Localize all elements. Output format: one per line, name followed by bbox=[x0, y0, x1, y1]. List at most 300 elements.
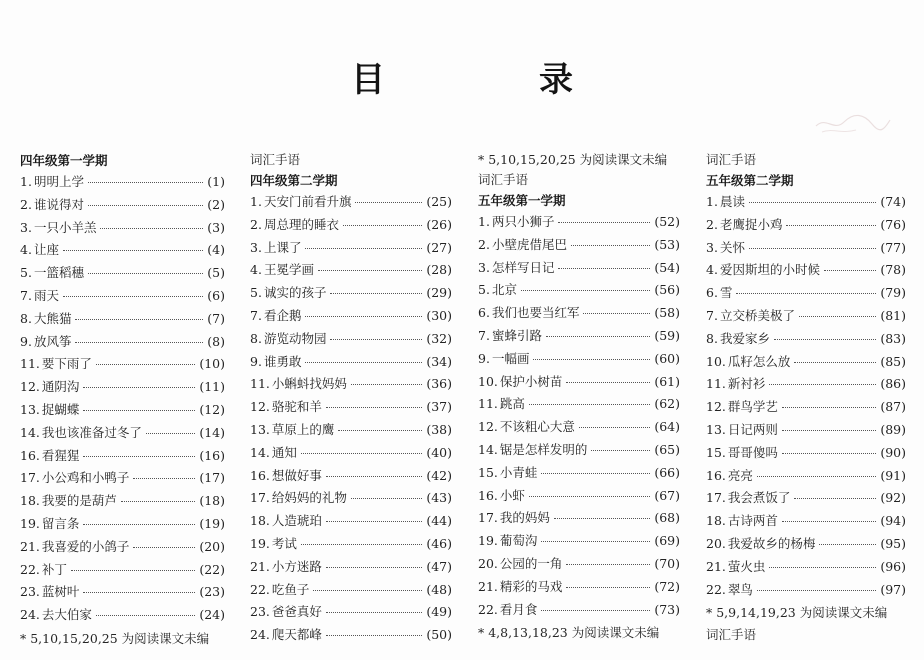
toc-entry bbox=[250, 192, 452, 215]
entry-title: 考试 bbox=[271, 535, 297, 551]
entry-title: 小青蛙 bbox=[499, 464, 538, 480]
entry-page-number: (7) bbox=[207, 310, 225, 326]
entry-title: 公园的一角 bbox=[499, 555, 563, 571]
dot-leader bbox=[533, 359, 650, 360]
dot-leader bbox=[351, 498, 422, 499]
dot-leader bbox=[83, 524, 195, 525]
entry-number: 3. bbox=[478, 259, 490, 275]
toc-entry bbox=[20, 423, 225, 446]
entry-page-number: (26) bbox=[426, 216, 452, 232]
entry-title: 王冕学画 bbox=[263, 262, 314, 278]
dot-leader bbox=[554, 518, 650, 519]
dot-leader bbox=[749, 248, 876, 249]
entry-number: 10. bbox=[706, 353, 726, 369]
entry-page-number: (34) bbox=[426, 353, 452, 369]
entry-number: 9. bbox=[478, 350, 490, 366]
entry-page-number: (19) bbox=[199, 515, 225, 531]
toc-entry bbox=[20, 172, 225, 195]
entry-page-number: (73) bbox=[654, 601, 680, 617]
toc-entry bbox=[20, 332, 225, 355]
entry-page-number: (74) bbox=[880, 194, 906, 209]
entry-title: 晨读 bbox=[719, 194, 745, 209]
entry-page-number: (16) bbox=[199, 447, 225, 463]
entry-page-number: (4) bbox=[207, 242, 225, 258]
toc-entry bbox=[478, 440, 680, 463]
dot-leader bbox=[133, 547, 195, 548]
vocabulary-sign-note: 词汇手语 bbox=[250, 152, 301, 167]
dot-leader bbox=[824, 270, 876, 271]
dot-leader bbox=[83, 410, 195, 411]
entry-number: 8. bbox=[706, 330, 718, 346]
entry-number: 5. bbox=[478, 282, 490, 298]
dot-leader bbox=[326, 407, 422, 408]
toc-entry bbox=[20, 400, 225, 423]
dot-leader bbox=[133, 478, 195, 479]
toc-entry bbox=[706, 580, 906, 603]
entry-title: 我们也要当红军 bbox=[491, 305, 580, 321]
toc-entry bbox=[20, 240, 225, 263]
reading-note: * 5,9,14,19,23 为阅读课文未编 bbox=[706, 605, 888, 621]
entry-title: 立交桥美极了 bbox=[719, 307, 795, 323]
toc-entry bbox=[250, 534, 452, 557]
toc-entry bbox=[250, 580, 452, 603]
entry-number: 16. bbox=[478, 487, 498, 503]
toc-entry bbox=[706, 557, 906, 580]
entry-number: 16. bbox=[706, 467, 726, 483]
entry-title: 我要的是葫芦 bbox=[41, 493, 117, 509]
toc-entry bbox=[478, 303, 680, 326]
entry-page-number: (50) bbox=[426, 627, 452, 643]
dot-leader bbox=[313, 590, 422, 591]
dot-leader bbox=[63, 250, 203, 251]
dot-leader bbox=[305, 316, 422, 317]
toc-entry bbox=[478, 372, 680, 395]
entry-number: 2. bbox=[20, 196, 32, 212]
toc-entry bbox=[706, 260, 906, 283]
dot-leader bbox=[301, 544, 422, 545]
dot-leader bbox=[88, 273, 203, 274]
toc-entry bbox=[706, 534, 906, 557]
entry-title: 我爱家乡 bbox=[719, 330, 770, 346]
toc-entry bbox=[20, 560, 225, 583]
entry-number: 16. bbox=[250, 467, 270, 483]
toc-entry bbox=[250, 374, 452, 397]
toc-entry bbox=[20, 286, 225, 309]
entry-page-number: (79) bbox=[880, 285, 906, 301]
entry-page-number: (12) bbox=[199, 401, 225, 417]
entry-page-number: (17) bbox=[199, 470, 225, 486]
toc-entry bbox=[478, 349, 680, 372]
toc-entry bbox=[250, 625, 452, 648]
dot-leader bbox=[558, 268, 650, 269]
toc-entry bbox=[478, 508, 680, 531]
toc-entry bbox=[478, 280, 680, 303]
dot-leader bbox=[571, 245, 650, 246]
entry-page-number: (85) bbox=[880, 353, 906, 369]
entry-title: 爱因斯坦的小时候 bbox=[719, 262, 820, 278]
entry-title: 翠鸟 bbox=[727, 581, 753, 597]
toc-entry bbox=[706, 329, 906, 352]
entry-number: 18. bbox=[706, 513, 726, 529]
dot-leader bbox=[63, 296, 203, 297]
toc-entry bbox=[250, 238, 452, 261]
toc-entry bbox=[20, 468, 225, 491]
entry-page-number: (97) bbox=[880, 581, 906, 597]
dot-leader bbox=[71, 570, 195, 571]
toc-entry bbox=[706, 443, 906, 466]
entry-page-number: (3) bbox=[207, 219, 225, 235]
entry-number: 9. bbox=[20, 333, 32, 349]
dot-leader bbox=[782, 430, 876, 431]
entry-page-number: (52) bbox=[654, 214, 680, 229]
toc-entry bbox=[20, 582, 225, 605]
dot-leader bbox=[330, 339, 422, 340]
toc-entry bbox=[706, 238, 906, 261]
entry-number: 5. bbox=[20, 265, 32, 281]
entry-title: 上课了 bbox=[263, 239, 302, 255]
entry-title: 大熊猫 bbox=[33, 310, 72, 326]
entry-title: 去大伯家 bbox=[41, 607, 92, 623]
dot-leader bbox=[558, 222, 650, 223]
dot-leader bbox=[782, 453, 876, 454]
entry-title: 通知 bbox=[271, 444, 297, 460]
dot-leader bbox=[541, 541, 650, 542]
entry-title: 关怀 bbox=[719, 239, 745, 255]
entry-number: 11. bbox=[706, 376, 726, 392]
toc-entry bbox=[250, 215, 452, 238]
entry-page-number: (46) bbox=[426, 535, 452, 551]
entry-number: 14. bbox=[250, 444, 270, 460]
dot-leader bbox=[546, 336, 650, 337]
entry-page-number: (10) bbox=[199, 356, 225, 372]
entry-number: 2. bbox=[250, 216, 262, 232]
entry-page-number: (11) bbox=[199, 379, 225, 395]
dot-leader bbox=[782, 407, 876, 408]
entry-page-number: (47) bbox=[426, 558, 452, 574]
entry-number: 2. bbox=[478, 236, 490, 252]
dot-leader bbox=[88, 182, 203, 183]
dot-leader bbox=[338, 430, 422, 431]
dot-leader bbox=[88, 205, 203, 206]
entry-title: 两只小狮子 bbox=[491, 214, 555, 229]
entry-number: 18. bbox=[250, 513, 270, 529]
dot-leader bbox=[83, 456, 195, 457]
toc-entry bbox=[706, 397, 906, 420]
entry-number: 23. bbox=[250, 604, 270, 620]
entry-title: 跳高 bbox=[499, 396, 525, 412]
entry-number: 11. bbox=[250, 376, 270, 392]
entry-title: 留言条 bbox=[41, 515, 80, 531]
entry-title: 哥哥傻吗 bbox=[727, 444, 778, 460]
entry-page-number: (61) bbox=[654, 373, 680, 389]
toc-column-2 bbox=[250, 150, 452, 648]
entry-title: 北京 bbox=[491, 282, 517, 298]
toc-entry bbox=[250, 260, 452, 283]
reading-note: * 4,8,13,18,23 为阅读课文未编 bbox=[478, 625, 660, 641]
entry-title: 明明上学 bbox=[33, 174, 84, 189]
entry-title: 雨天 bbox=[33, 287, 59, 303]
entry-title: 怎样写日记 bbox=[491, 259, 555, 275]
toc-entry bbox=[478, 577, 680, 600]
entry-number: 3. bbox=[706, 239, 718, 255]
entry-title: 吃鱼子 bbox=[271, 581, 310, 597]
dot-leader bbox=[305, 362, 422, 363]
toc-entry bbox=[20, 195, 225, 218]
entry-list bbox=[20, 172, 225, 628]
entry-number: 12. bbox=[20, 379, 40, 395]
entry-number: 20. bbox=[706, 535, 726, 551]
entry-page-number: (14) bbox=[199, 424, 225, 440]
entry-title: 爬天都峰 bbox=[271, 627, 322, 643]
entry-page-number: (69) bbox=[654, 533, 680, 549]
semester-heading: 五年级第一学期 bbox=[478, 193, 566, 208]
toc-entry bbox=[250, 283, 452, 306]
entry-title: 小蝌蚪找妈妈 bbox=[271, 376, 347, 392]
entry-title: 给妈妈的礼物 bbox=[271, 490, 347, 506]
dot-leader bbox=[83, 592, 195, 593]
entry-page-number: (67) bbox=[654, 487, 680, 503]
entry-number: 21. bbox=[20, 538, 40, 554]
entry-page-number: (53) bbox=[654, 236, 680, 252]
dot-leader bbox=[305, 248, 422, 249]
entry-title: 不该粗心大意 bbox=[499, 419, 575, 435]
entry-number: 24. bbox=[250, 627, 270, 643]
dot-leader bbox=[521, 290, 650, 291]
entry-page-number: (40) bbox=[426, 444, 452, 460]
entry-number: 13. bbox=[706, 421, 726, 437]
dot-leader bbox=[566, 587, 650, 588]
entry-list bbox=[250, 192, 452, 648]
entry-title: 要下雨了 bbox=[41, 356, 92, 372]
dot-leader bbox=[121, 501, 195, 502]
entry-number: 17. bbox=[250, 490, 270, 506]
toc-entry bbox=[706, 488, 906, 511]
entry-page-number: (68) bbox=[654, 510, 680, 526]
entry-title: 诚实的孩子 bbox=[263, 285, 327, 301]
entry-number: 20. bbox=[478, 555, 498, 571]
entry-number: 7. bbox=[250, 307, 262, 323]
entry-title: 谁说得对 bbox=[33, 196, 84, 212]
entry-page-number: (44) bbox=[426, 513, 452, 529]
entry-title: 精彩的马戏 bbox=[499, 578, 563, 594]
toc-entry bbox=[478, 258, 680, 281]
entry-number: 21. bbox=[478, 578, 498, 594]
entry-page-number: (91) bbox=[880, 467, 906, 483]
entry-number: 4. bbox=[20, 242, 32, 258]
entry-page-number: (96) bbox=[880, 558, 906, 574]
dot-leader bbox=[794, 362, 876, 363]
entry-number: 15. bbox=[706, 444, 726, 460]
dot-leader bbox=[541, 610, 650, 611]
page-title: 目 录 bbox=[351, 60, 633, 100]
entry-number: 11. bbox=[20, 356, 40, 372]
entry-page-number: (5) bbox=[207, 265, 225, 281]
entry-title: 人造琥珀 bbox=[271, 513, 322, 529]
entry-page-number: (81) bbox=[880, 307, 906, 323]
dot-leader bbox=[96, 364, 195, 365]
entry-number: 4. bbox=[250, 262, 262, 278]
entry-title: 雪 bbox=[719, 285, 733, 301]
entry-title: 捉蝴蝶 bbox=[41, 401, 80, 417]
entry-page-number: (94) bbox=[880, 513, 906, 529]
entry-page-number: (6) bbox=[207, 287, 225, 303]
entry-number: 21. bbox=[706, 558, 726, 574]
entry-title: 我爱故乡的杨梅 bbox=[727, 535, 816, 551]
entry-list bbox=[478, 212, 680, 622]
entry-title: 想做好事 bbox=[271, 467, 322, 483]
entry-page-number: (2) bbox=[207, 196, 225, 212]
toc-entry bbox=[250, 420, 452, 443]
toc-entry bbox=[250, 511, 452, 534]
entry-page-number: (24) bbox=[199, 607, 225, 623]
reading-note: * 5,10,15,20,25 为阅读课文未编 bbox=[20, 630, 210, 646]
entry-title: 小公鸡和小鸭子 bbox=[41, 470, 130, 486]
toc-entry bbox=[20, 537, 225, 560]
dot-leader bbox=[819, 544, 876, 545]
entry-title: 新衬衫 bbox=[727, 376, 766, 392]
entry-page-number: (92) bbox=[880, 490, 906, 506]
dot-leader bbox=[343, 225, 422, 226]
entry-number: 14. bbox=[20, 424, 40, 440]
entry-page-number: (83) bbox=[880, 330, 906, 346]
dot-leader bbox=[583, 313, 650, 314]
entry-title: 看企鹅 bbox=[263, 307, 302, 323]
toc-entry bbox=[706, 511, 906, 534]
dot-leader bbox=[591, 450, 650, 451]
entry-page-number: (65) bbox=[654, 441, 680, 457]
entry-page-number: (25) bbox=[426, 194, 452, 209]
entry-title: 通阴沟 bbox=[41, 379, 80, 395]
entry-title: 一只小羊羔 bbox=[33, 219, 97, 235]
dot-leader bbox=[326, 635, 422, 636]
dot-leader bbox=[757, 476, 876, 477]
toc-entry bbox=[20, 514, 225, 537]
entry-number: 5. bbox=[250, 285, 262, 301]
dot-leader bbox=[769, 567, 876, 568]
entry-title: 草原上的鹰 bbox=[271, 421, 335, 437]
toc-entry bbox=[20, 354, 225, 377]
entry-number: 17. bbox=[478, 510, 498, 526]
toc-entry bbox=[706, 374, 906, 397]
entry-number: 11. bbox=[478, 396, 498, 412]
vocabulary-sign-note: 词汇手语 bbox=[706, 627, 757, 643]
entry-page-number: (48) bbox=[426, 581, 452, 597]
dot-leader bbox=[326, 476, 422, 477]
entry-page-number: (62) bbox=[654, 396, 680, 412]
dot-leader bbox=[326, 612, 422, 613]
toc-column-1 bbox=[20, 150, 225, 650]
entry-number: 9. bbox=[250, 353, 262, 369]
entry-number: 22. bbox=[478, 601, 498, 617]
entry-number: 6. bbox=[706, 285, 718, 301]
entry-page-number: (36) bbox=[426, 376, 452, 392]
entry-title: 骆驼和羊 bbox=[271, 399, 322, 415]
entry-title: 天安门前看升旗 bbox=[263, 194, 352, 209]
entry-title: 蜜蜂引路 bbox=[491, 327, 542, 343]
entry-title: 我喜爱的小鸽子 bbox=[41, 538, 130, 554]
dot-leader bbox=[541, 473, 650, 474]
entry-number: 24. bbox=[20, 607, 40, 623]
entry-number: 13. bbox=[250, 421, 270, 437]
entry-page-number: (59) bbox=[654, 327, 680, 343]
entry-number: 16. bbox=[20, 447, 40, 463]
toc-entry bbox=[20, 263, 225, 286]
toc-entry bbox=[20, 218, 225, 241]
entry-title: 看月食 bbox=[499, 601, 538, 617]
dot-leader bbox=[579, 427, 650, 428]
toc-entry bbox=[250, 466, 452, 489]
toc-entry bbox=[20, 309, 225, 332]
entry-title: 让座 bbox=[33, 242, 59, 258]
dot-leader bbox=[330, 293, 422, 294]
entry-page-number: (8) bbox=[207, 333, 225, 349]
dot-leader bbox=[75, 319, 203, 320]
entry-title: 亮亮 bbox=[727, 467, 753, 483]
toc-entry bbox=[250, 557, 452, 580]
entry-page-number: (20) bbox=[199, 538, 225, 554]
entry-number: 3. bbox=[250, 239, 262, 255]
entry-number: 19. bbox=[20, 515, 40, 531]
entry-number: 12. bbox=[706, 399, 726, 415]
entry-title: 爸爸真好 bbox=[271, 604, 322, 620]
entry-number: 13. bbox=[20, 401, 40, 417]
toc-entry bbox=[706, 215, 906, 238]
toc-entry bbox=[20, 377, 225, 400]
entry-list bbox=[706, 192, 906, 602]
entry-page-number: (90) bbox=[880, 444, 906, 460]
entry-number: 21. bbox=[250, 558, 270, 574]
entry-page-number: (76) bbox=[880, 216, 906, 232]
entry-title: 谁勇敢 bbox=[263, 353, 302, 369]
entry-page-number: (37) bbox=[426, 399, 452, 415]
toc-entry bbox=[250, 443, 452, 466]
toc-entry bbox=[478, 486, 680, 509]
entry-title: 保护小树苗 bbox=[499, 373, 563, 389]
entry-title: 小虾 bbox=[499, 487, 525, 503]
faint-stamp-mark bbox=[812, 108, 892, 138]
semester-heading: 五年级第二学期 bbox=[706, 173, 794, 188]
entry-page-number: (32) bbox=[426, 330, 452, 346]
toc-column-4 bbox=[706, 150, 906, 646]
dot-leader bbox=[301, 453, 422, 454]
dot-leader bbox=[769, 384, 876, 385]
dot-leader bbox=[351, 384, 422, 385]
entry-number: 6. bbox=[478, 305, 490, 321]
entry-number: 22. bbox=[20, 561, 40, 577]
entry-title: 群鸟学艺 bbox=[727, 399, 778, 415]
entry-number: 1. bbox=[20, 174, 32, 189]
entry-number: 22. bbox=[250, 581, 270, 597]
entry-title: 小壁虎借尾巴 bbox=[491, 236, 567, 252]
entry-page-number: (72) bbox=[654, 578, 680, 594]
entry-page-number: (22) bbox=[199, 561, 225, 577]
toc-entry bbox=[706, 466, 906, 489]
dot-leader bbox=[96, 615, 195, 616]
dot-leader bbox=[318, 270, 422, 271]
toc-entry bbox=[706, 306, 906, 329]
entry-number: 14. bbox=[478, 441, 498, 457]
entry-page-number: (38) bbox=[426, 421, 452, 437]
entry-page-number: (18) bbox=[199, 493, 225, 509]
entry-page-number: (28) bbox=[426, 262, 452, 278]
entry-title: 一篮稻穗 bbox=[33, 265, 84, 281]
dot-leader bbox=[566, 564, 650, 565]
entry-title: 周总理的睡衣 bbox=[263, 216, 339, 232]
entry-number: 19. bbox=[478, 533, 498, 549]
entry-number: 12. bbox=[478, 419, 498, 435]
dot-leader bbox=[326, 521, 422, 522]
entry-number: 18. bbox=[20, 493, 40, 509]
